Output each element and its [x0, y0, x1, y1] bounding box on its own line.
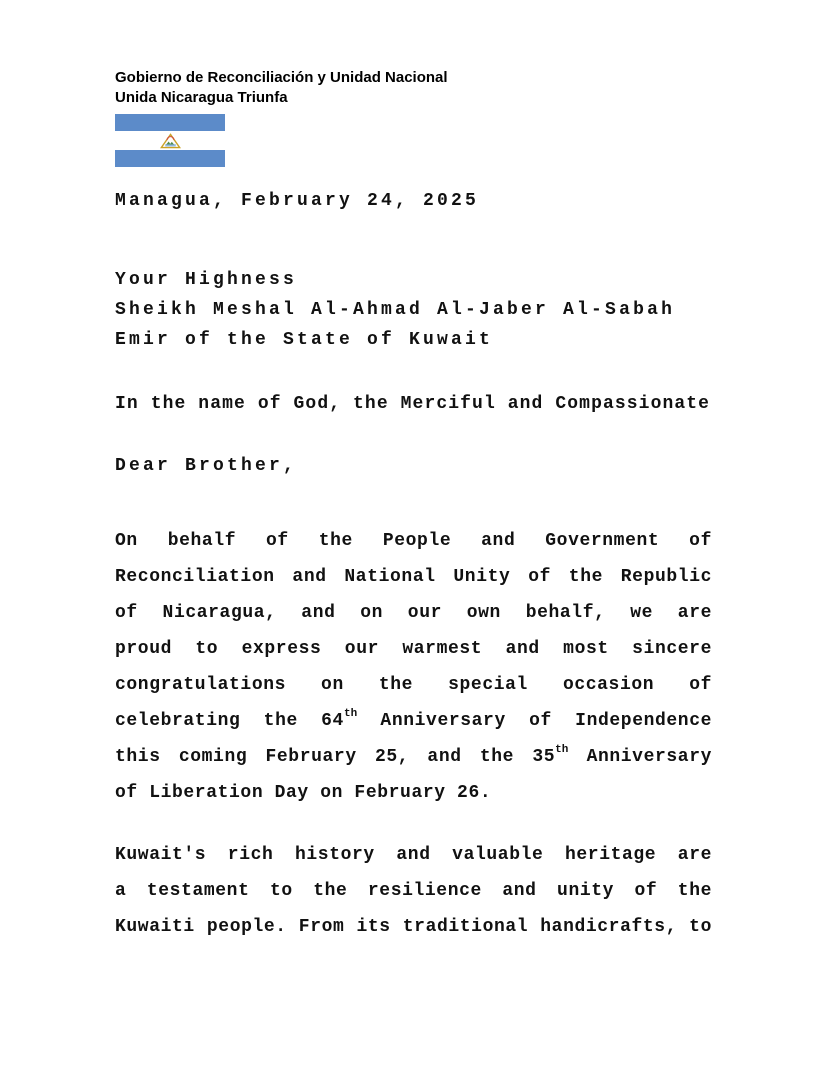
text-line: Kuwait's rich history and valuable heritage are	[115, 845, 712, 865]
dateline: Managua, February 24, 2025	[115, 191, 480, 211]
text-line: Kuwaiti people. From its traditional handicrafts, to	[115, 917, 712, 937]
invocation-line: In the name of God, the Merciful and Compassionate	[115, 394, 711, 414]
recipient-block	[115, 265, 712, 355]
flag-stripe-blue-bottom	[115, 150, 225, 167]
letterhead-line-1: Gobierno de Reconciliación y Unidad Nacional	[115, 69, 448, 86]
flag-emblem-icon	[160, 133, 181, 149]
text-line: congratulations on the special occasion of	[115, 675, 712, 695]
nicaragua-flag	[115, 114, 225, 167]
text-line: On behalf of the People and Government of	[115, 531, 712, 551]
text-line: a testament to the resilience and unity of the	[115, 881, 712, 901]
text-line: Reconciliation and National Unity of the Republic	[115, 567, 712, 587]
flag-stripe-blue-top	[115, 114, 225, 131]
ordinal-superscript: th	[343, 708, 358, 720]
text-line: proud to express our warmest and most sincere	[115, 639, 712, 659]
text-line: this coming February 25, and the 35th Anniversary	[115, 744, 712, 767]
letterhead	[115, 68, 712, 108]
text-line: celebrating the 64th Anniversary of Independence	[115, 708, 713, 731]
text-line: of Liberation Day on February 26.	[115, 783, 492, 803]
flag-stripe-white	[115, 131, 225, 150]
body-paragraph-1	[115, 523, 712, 811]
recipient-honorific: Your Highness	[115, 270, 298, 290]
body-paragraph-2	[115, 837, 712, 945]
salutation: Dear Brother,	[115, 456, 298, 476]
ordinal-superscript: th	[555, 744, 569, 756]
letterhead-line-2: Unida Nicaragua Triunfa	[115, 89, 288, 106]
recipient-title: Emir of the State of Kuwait	[115, 330, 494, 350]
text-line: of Nicaragua, and on our own behalf, we are	[115, 603, 712, 623]
recipient-name: Sheikh Meshal Al-Ahmad Al-Jaber Al-Sabah	[115, 300, 676, 320]
